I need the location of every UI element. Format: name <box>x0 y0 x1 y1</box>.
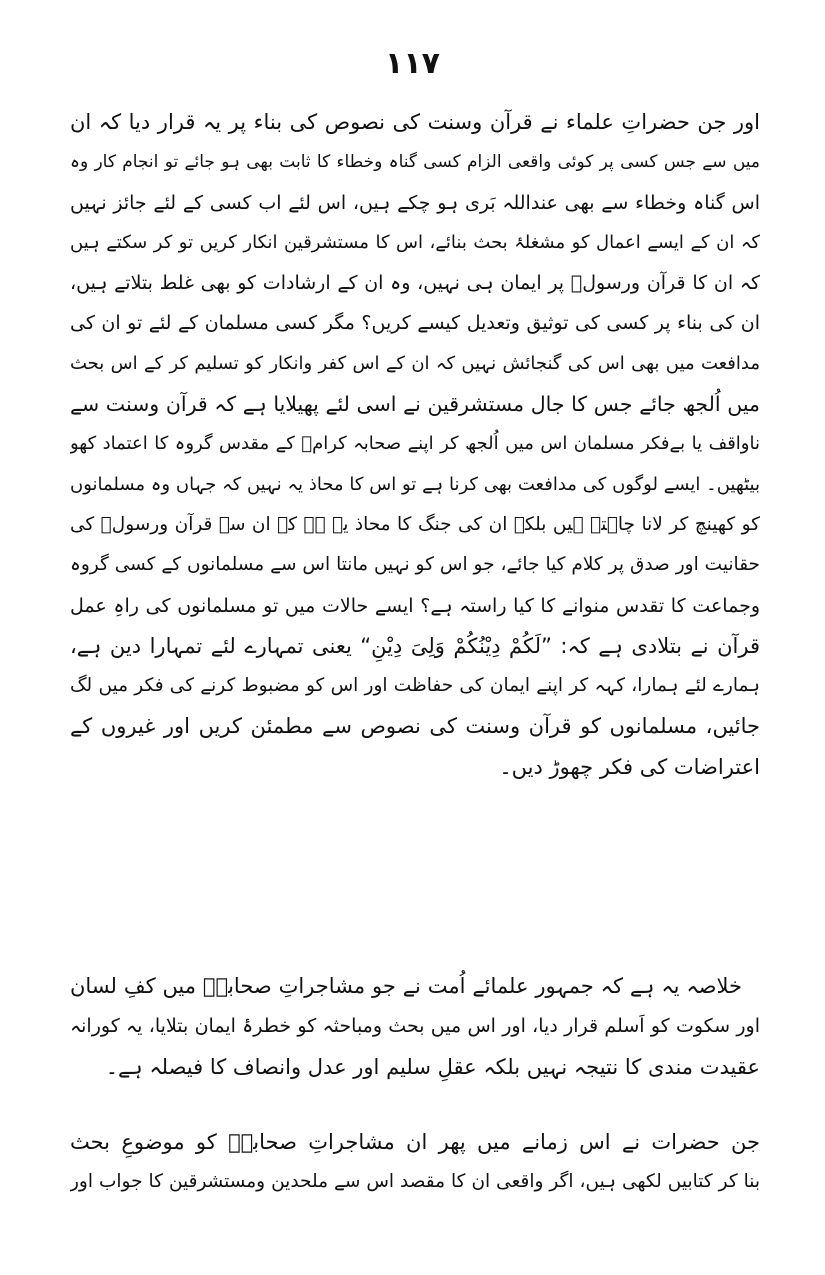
text-line: بنا کر کتابیں لکھی ہیں، اگر واقعی ان کا مقصد اس سے ملحدین ومستشرقین کا جواب اور <box>70 1171 760 1193</box>
text-line: حقانیت اور صدق پر کلام کیا جائے، جو اس کو نہیں مانتا اس سے مسلمانوں کے کسی گروہ <box>70 554 760 576</box>
text-line: کو کھینچ کر لانا چاہتے ہیں بلکہ ان کی جنگ کا محاذ یہ ہے کہ ان سے قرآن ورسولؐ کی <box>70 513 760 535</box>
text-line: جائیں، مسلمانوں کو قرآن وسنت کی نصوص سے مطمئن کریں اور غیروں کے <box>70 714 760 739</box>
text-line: وجماعت کا تقدس منوانے کا کیا راستہ ہے؟ ایسے حالات میں تو مسلمانوں کی راہِ عمل <box>70 594 760 617</box>
text-line: مدافعت میں بھی اس کی گنجائش نہیں کہ ان کے اس کفر وانکار کو تسلیم کر کے اس بحث <box>70 352 760 374</box>
text-line: قرآن نے بتلادی ہے کہ: ”لَکُمْ دِیْنُکُمْ وَلِیَ دِیْنِ“ یعنی تمہارے لئے تمہارا دین ہے، <box>70 633 760 658</box>
text-line: عقیدت مندی کا نتیجہ نہیں بلکہ عقلِ سلیم اور عدل وانصاف کا فیصلہ ہے۔ <box>105 1054 760 1079</box>
paragraph-3 <box>70 1122 760 1203</box>
text-line: جن حضرات نے اس زمانے میں پھر ان مشاجراتِ صحابہؓ کو موضوعِ بحث <box>70 1130 760 1154</box>
text-line: اور جن حضراتِ علماء نے قرآن وسنت کی نصوص کی بناء پر یہ قرار دیا کہ ان <box>70 110 760 134</box>
text-line: کہ ان کا قرآن ورسولؐ پر ایمان ہی نہیں، وہ ان کے ارشادات کو بھی غلط بتلاتے ہیں، <box>70 272 760 295</box>
page-number: ۱۱۷ <box>385 46 440 81</box>
text-line: میں اُلجھ جائے جس کا جال مستشرقین نے اسی لئے پھیلایا ہے کہ قرآن وسنت سے <box>70 392 760 417</box>
text-line: خلاصہ یہ ہے کہ جمہور علمائے اُمت نے جو مشاجراتِ صحابہؓ میں کفِ لسان <box>70 974 742 998</box>
text-line: ہمارے لئے ہمارا، کہہ کر اپنے ایمان کی حفاظت اور اس کو مضبوط کرنے کی فکر میں لگ <box>70 675 760 697</box>
text-line: ان کی بناء پر کسی کی توثیق وتعدیل کیسے کریں؟ مگر کسی مسلمان کے لئے تو ان کی <box>70 312 760 335</box>
paragraph-2 <box>70 966 760 1087</box>
text-line: بیٹھیں۔ ایسے لوگوں کی مدافعت بھی کرنا ہے تو اس کا محاذ یہ نہیں کہ جہاں وہ مسلمانوں <box>70 473 760 495</box>
text-line: کہ ان کے ایسے اعمال کو مشغلۂ بحث بنائے، اس کا مستشرقین انکار کریں تو کر سکتے ہیں <box>70 231 760 253</box>
text-line: اس گناہ وخطاء سے بھی عنداللہ بَری ہو چکے ہیں، اس لئے اب کسی کے لئے جائز نہیں <box>70 191 760 214</box>
text-line: ناواقف یا بےفکر مسلمان اس میں اُلجھ کر اپنے صحابہ کرامؓ کے مقدس گروہ کا اعتماد کھو <box>70 433 760 455</box>
paragraph-1 <box>70 102 760 787</box>
text-line: اور سکوت کو اَسلم قرار دیا، اور اس میں بحث ومباحثہ کو خطرۂ ایمان بتلایا، یہ کورانہ <box>70 1015 760 1038</box>
text-line: میں سے جس کسی پر کوئی واقعی الزام کسی گناہ وخطاء کا ثابت بھی ہو جائے تو انجام کار وہ <box>70 152 760 173</box>
text-line: اعتراضات کی فکر چھوڑ دیں۔ <box>499 754 760 779</box>
